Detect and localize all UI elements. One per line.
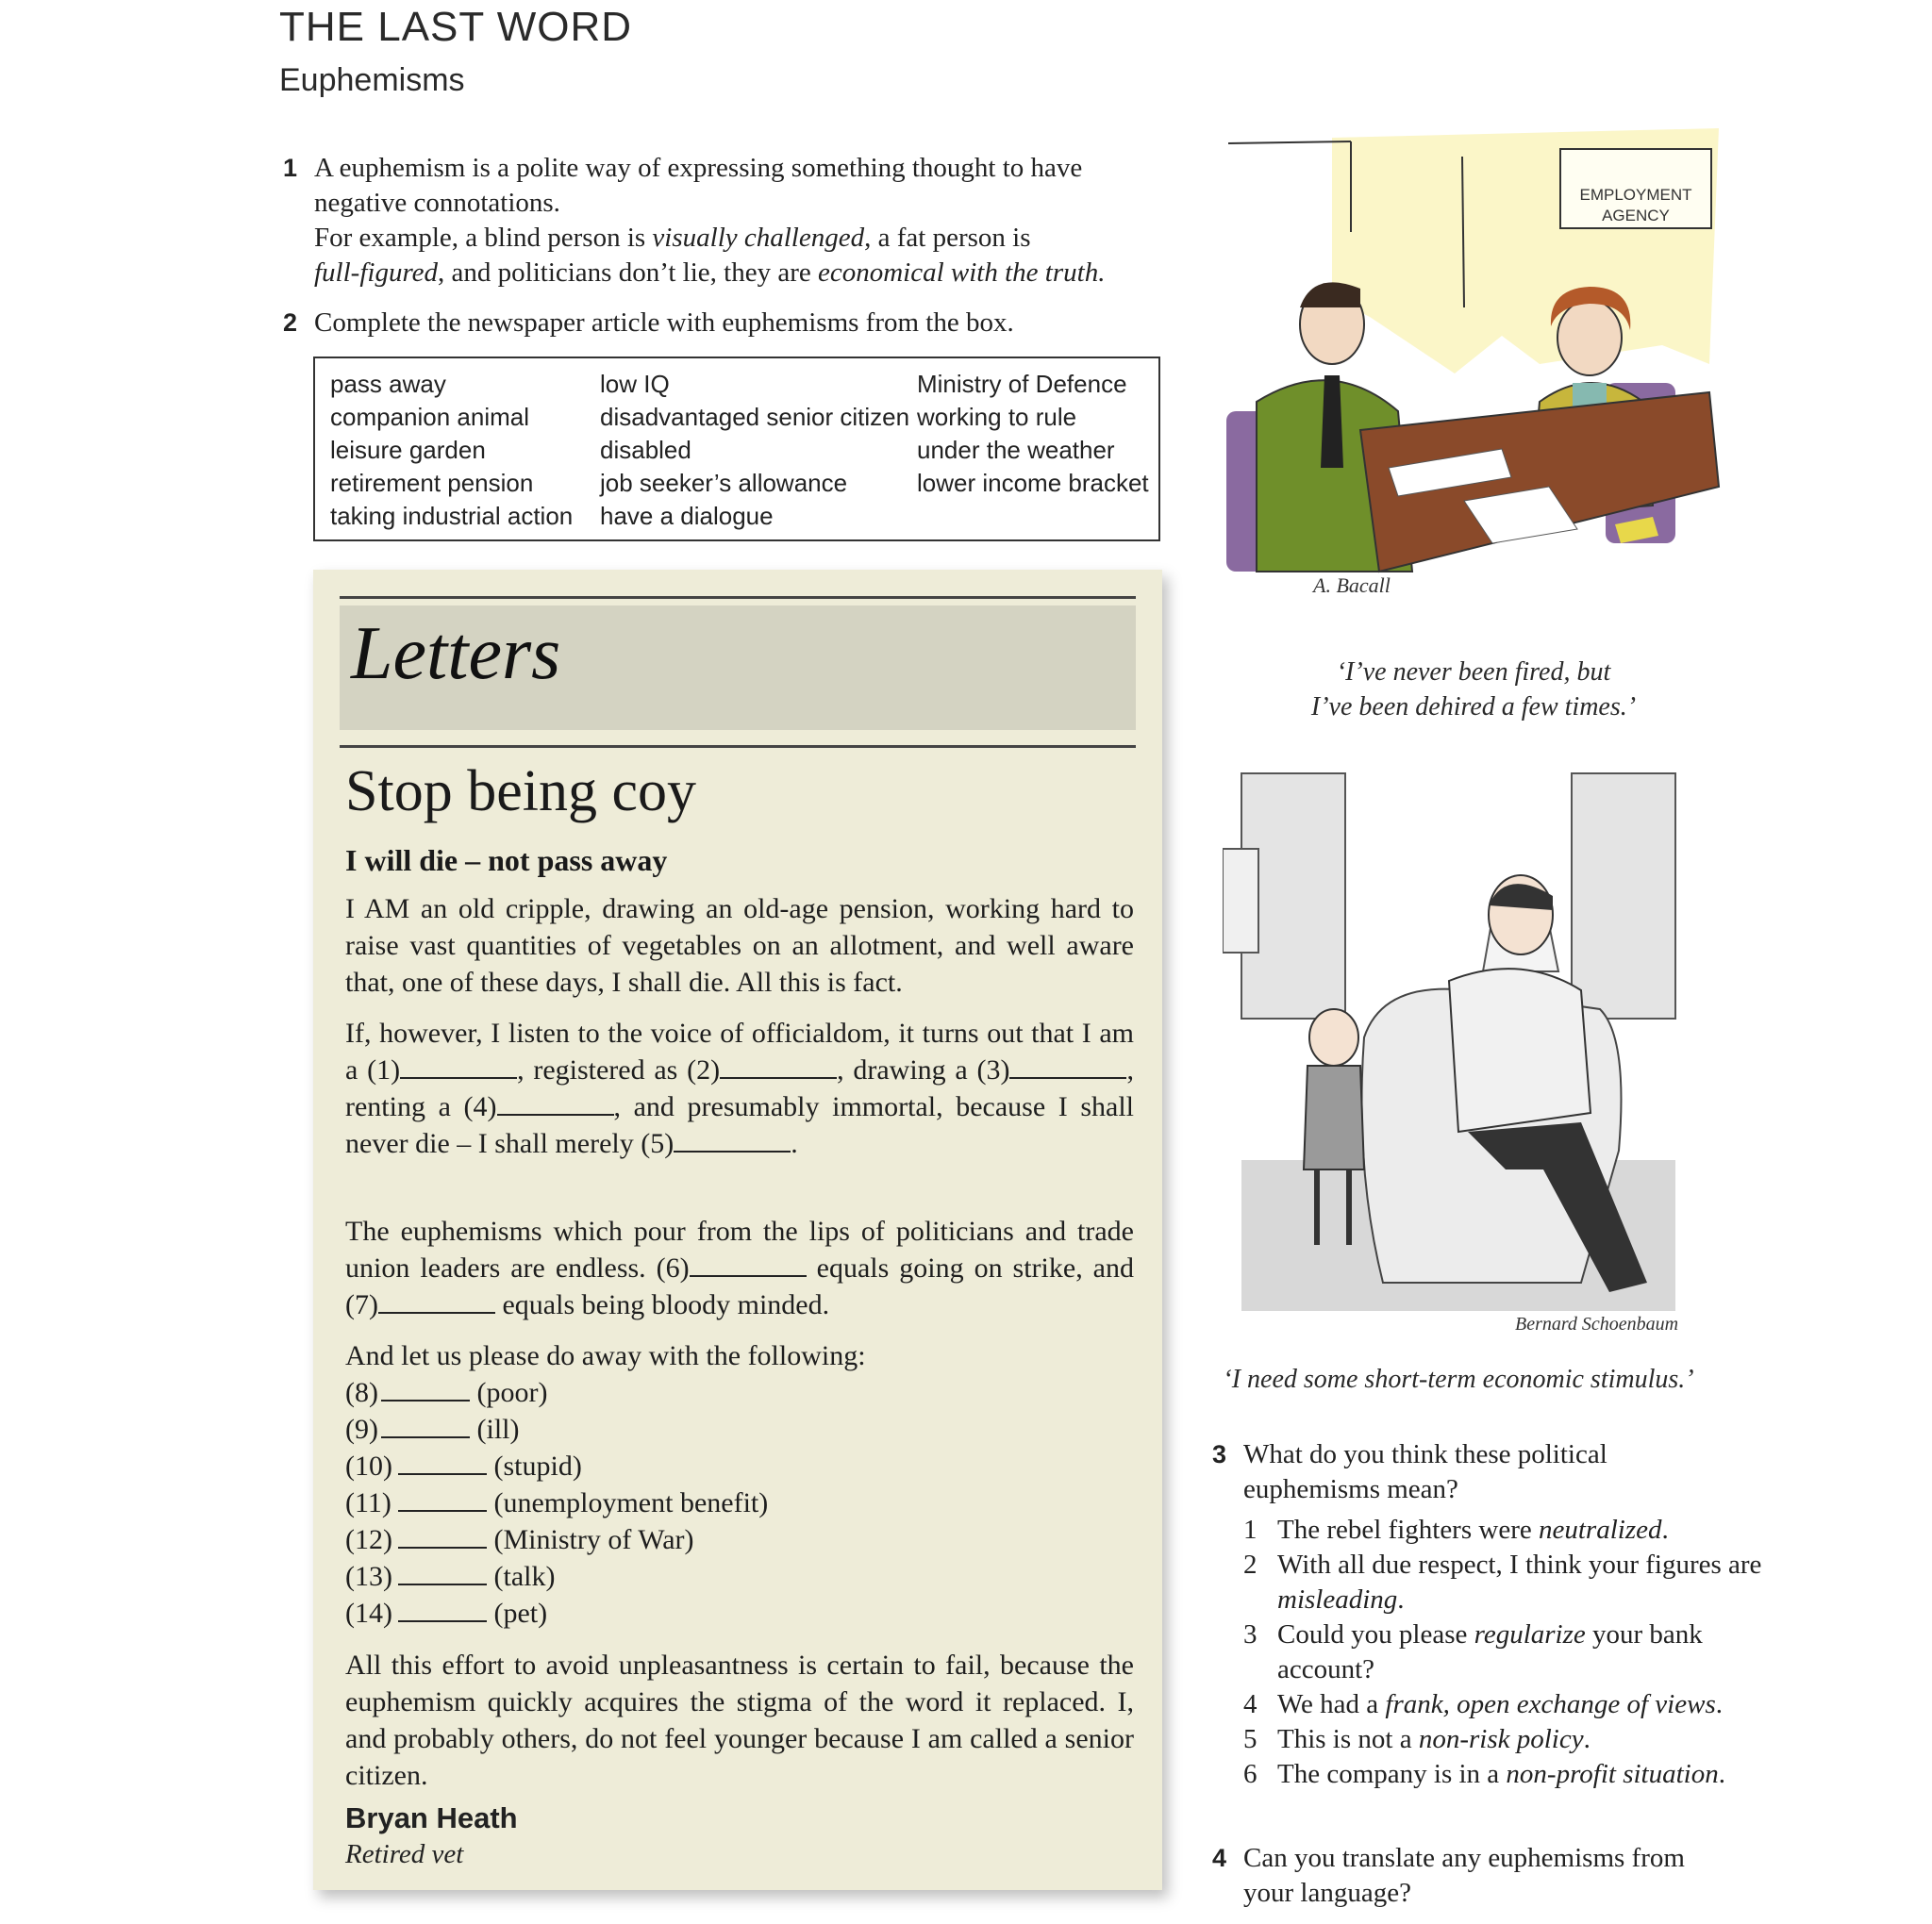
task-number: 4 — [1212, 1844, 1227, 1872]
word-box-item: disadvantaged senior citizen — [600, 403, 910, 431]
word-box-column — [917, 368, 1149, 500]
task-4: 4 Can you translate any euphemisms from your language? — [1212, 1843, 1685, 1908]
divider — [340, 596, 1136, 599]
section-title: THE LAST WORD — [279, 4, 633, 50]
word-box-item: working to rule — [917, 403, 1077, 431]
gap-blank — [1009, 1054, 1126, 1079]
task-1-line: full-figured, and politicians don’t lie, they are economical with the truth. — [314, 257, 1106, 288]
word-box-item: pass away — [330, 370, 446, 398]
svg-text:Bernard Schoenbaum: Bernard Schoenbaum — [1515, 1314, 1679, 1335]
svg-text:A. Bacall: A. Bacall — [1313, 573, 1391, 597]
task-1-line: negative connotations. — [314, 188, 560, 218]
article-paragraph: The euphemisms which pour from the lips of politicians and trade union leaders are endless. (6) equals going on strike, and (7) equals being bloody minded. — [345, 1216, 1134, 1320]
word-box-item: lower income bracket — [917, 469, 1149, 497]
cartoon-armchair — [1223, 755, 1694, 1358]
task-1 — [283, 151, 1163, 290]
gap-blank — [674, 1128, 791, 1153]
gap-list-item: (8) (poor) — [345, 1377, 548, 1408]
task-number: 3 — [1212, 1440, 1227, 1468]
list-item: 5 This is not a non-risk policy. — [1243, 1724, 1591, 1754]
author-name: Bryan Heath — [345, 1801, 518, 1834]
list-item: 6 The company is in a non-profit situation. — [1243, 1759, 1725, 1789]
word-box-item: Ministry of Defence — [917, 370, 1127, 398]
author-role: Retired vet — [345, 1839, 464, 1869]
section-subtitle: Euphemisms — [279, 62, 465, 98]
list-item: 4 We had a frank, open exchange of views. — [1243, 1689, 1723, 1719]
word-box-item: have a dialogue — [600, 502, 774, 530]
task-2 — [283, 306, 1163, 340]
task-1-line: A euphemism is a polite way of expressing something thought to have — [314, 153, 1083, 183]
word-box-item: taking industrial action — [330, 502, 574, 530]
task-1-line: For example, a blind person is visually challenged, a fat person is — [314, 223, 1031, 253]
gap-list-item: (14) (pet) — [345, 1598, 548, 1629]
letters-heading: Letters — [351, 612, 561, 695]
gap-blank — [690, 1252, 807, 1277]
word-box-item: disabled — [600, 436, 691, 464]
gap-list — [345, 1374, 768, 1632]
gap-list-item: (12) (Ministry of War) — [345, 1524, 694, 1555]
gap-list-item: (13) (talk) — [345, 1561, 556, 1592]
list-item: 3 Could you please regularize your bank account? — [1243, 1619, 1703, 1684]
sign-text: EMPLOYMENT — [1579, 186, 1692, 204]
word-box-column — [330, 368, 573, 533]
list-item: 2 With all due respect, I think your figures are misleading. — [1243, 1550, 1762, 1615]
task-3-list — [1243, 1513, 1772, 1792]
article-paragraph: All this effort to avoid unpleasantness is certain to fail, because the euphemism quickly acquires the stigma of the word it replaced. I, and probably others, do not feel younger because I am called a senior citizen. — [345, 1650, 1134, 1791]
gap-blank — [720, 1054, 837, 1079]
list-item: 1 The rebel fighters were neutralized. — [1243, 1515, 1669, 1545]
gap-blank — [400, 1054, 517, 1079]
article-subhead: I will die – not pass away — [345, 843, 668, 877]
task-2-instruction: Complete the newspaper article with euphemisms from the box. — [314, 307, 1014, 338]
cartoon-illustration — [1223, 755, 1694, 1358]
gap-list-item: (11) (unemployment benefit) — [345, 1487, 769, 1518]
word-box-column — [600, 368, 909, 533]
cartoon-caption: ‘I need some short-term economic stimulus.’ — [1223, 1365, 1694, 1394]
task-number: 2 — [283, 308, 298, 337]
gap-list-item: (10) (stupid) — [345, 1451, 582, 1482]
gap-blank — [378, 1289, 495, 1314]
word-box-item: job seeker’s allowance — [600, 469, 848, 497]
cartoon-caption: ‘I’ve never been fired, but I’ve been dehired a few times.’ — [1310, 657, 1637, 722]
cartoon-employment-agency — [1219, 128, 1728, 619]
letters-article — [313, 570, 1162, 1890]
article-headline: Stop being coy — [345, 759, 696, 823]
task-number: 1 — [283, 154, 298, 182]
gap-blank — [497, 1091, 614, 1116]
word-box-item: under the weather — [917, 436, 1115, 464]
article-paragraph: If, however, I listen to the voice of officialdom, it turns out that I am a (1) , registered as (2) , drawing a (3) , renting a (4) , and presumably immortal, because I shall never die – I shall merely (5) . — [345, 1018, 1134, 1159]
task-3: 3 What do you think these political euphemisms mean? — [1212, 1439, 1607, 1504]
word-box-item: leisure garden — [330, 436, 486, 464]
word-box-item: retirement pension — [330, 469, 534, 497]
word-box — [313, 357, 1160, 541]
word-box-item: low IQ — [600, 370, 670, 398]
word-box-item: companion animal — [330, 403, 530, 431]
article-paragraph: And let us please do away with the following: — [345, 1340, 866, 1371]
sign-text: AGENCY — [1602, 207, 1670, 224]
article-paragraph: I AM an old cripple, drawing an old-age pension, working hard to raise vast quantities of vegetables on an allotment, and well aware that, one of these days, I shall die. All this is fact. — [345, 893, 1134, 998]
gap-list-item: (9) (ill) — [345, 1414, 520, 1445]
cartoon-illustration — [1219, 128, 1728, 619]
divider — [340, 745, 1136, 748]
